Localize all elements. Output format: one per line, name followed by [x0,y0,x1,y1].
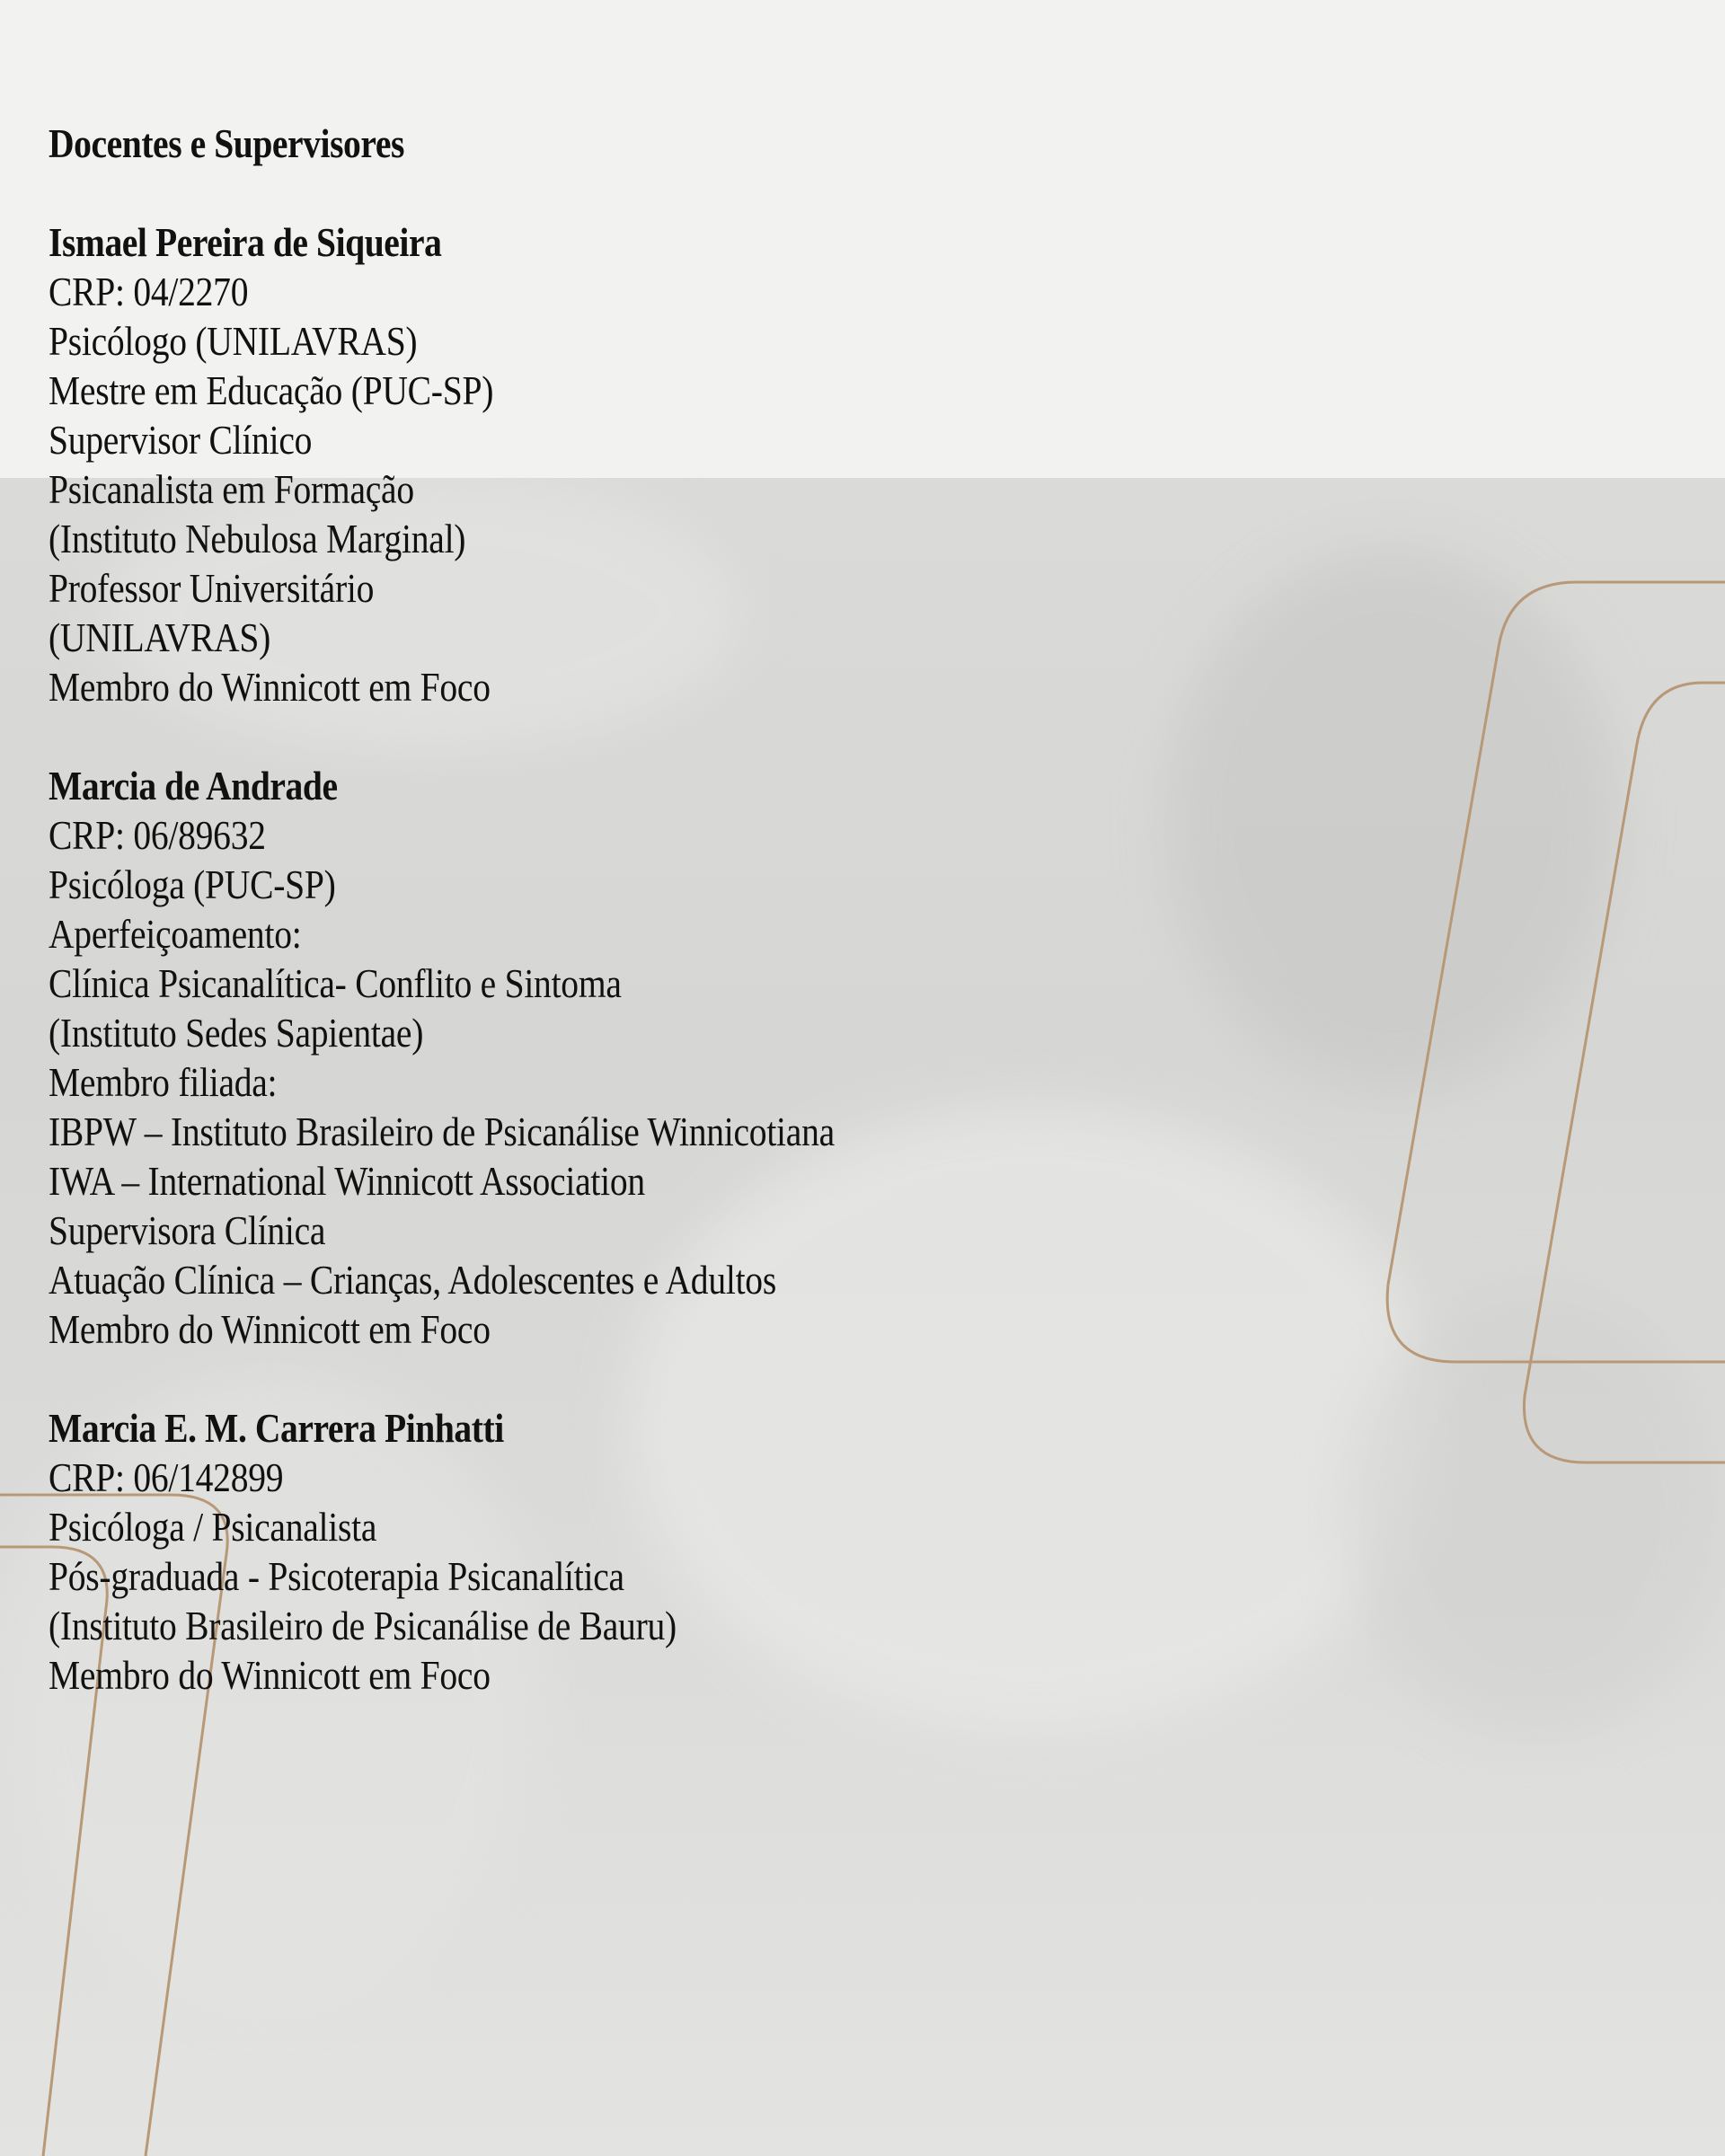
faculty-credential: Psicanalista em Formação [49,466,414,512]
faculty-credential: Supervisora Clínica [49,1207,326,1253]
faculty-member [49,217,1053,711]
faculty-credential: Professor Universitário [49,565,375,611]
faculty-credential: (UNILAVRAS) [49,614,270,660]
faculty-credential: Atuação Clínica – Crianças, Adolescentes e Adultos [49,1257,776,1303]
faculty-credential: Psicóloga (PUC-SP) [49,862,336,907]
faculty-credential: CRP: 06/89632 [49,812,266,858]
faculty-credential: Psicóloga / Psicanalista [49,1504,377,1550]
faculty-credential: IWA – International Winnicott Association [49,1158,645,1204]
faculty-credential: Membro do Winnicott em Foco [49,1652,491,1698]
faculty-member-name: Ismael Pereira de Siqueira [49,219,442,265]
faculty-credential: Supervisor Clínico [49,417,313,463]
decorative-frame-upper [1387,582,1725,1362]
faculty-credential: CRP: 06/142899 [49,1454,284,1500]
faculty-credential: (Instituto Nebulosa Marginal) [49,516,466,561]
faculty-member-name: Marcia E. M. Carrera Pinhatti [49,1405,504,1451]
faculty-credential: CRP: 04/2270 [49,269,249,314]
faculty-credential: (Instituto Sedes Sapientae) [49,1010,424,1056]
faculty-credential: Clínica Psicanalítica- Conflito e Sintoma [49,960,622,1006]
faculty-member [49,1403,1053,1700]
faculty-credential: Membro filiada: [49,1059,278,1105]
faculty-credential: Aperfeiçoamento: [49,911,302,957]
faculty-credential: Membro do Winnicott em Foco [49,664,491,710]
decorative-frame-lower [1524,683,1725,1462]
faculty-credential: Psicólogo (UNILAVRAS) [49,318,418,364]
faculty-list [49,119,1053,1749]
section-title: Docentes e Supervisores [49,120,404,166]
faculty-credential: Mestre em Educação (PUC-SP) [49,367,494,413]
faculty-credential: (Instituto Brasileiro de Psicanálise de Bauru) [49,1603,677,1648]
faculty-credential: IBPW – Instituto Brasileiro de Psicanálise Winnicotiana [49,1109,835,1154]
faculty-credential: Pós-graduada - Psicoterapia Psicanalítica [49,1553,624,1599]
faculty-member-name: Marcia de Andrade [49,763,338,808]
faculty-credential: Membro do Winnicott em Foco [49,1306,491,1352]
faculty-member [49,761,1053,1354]
